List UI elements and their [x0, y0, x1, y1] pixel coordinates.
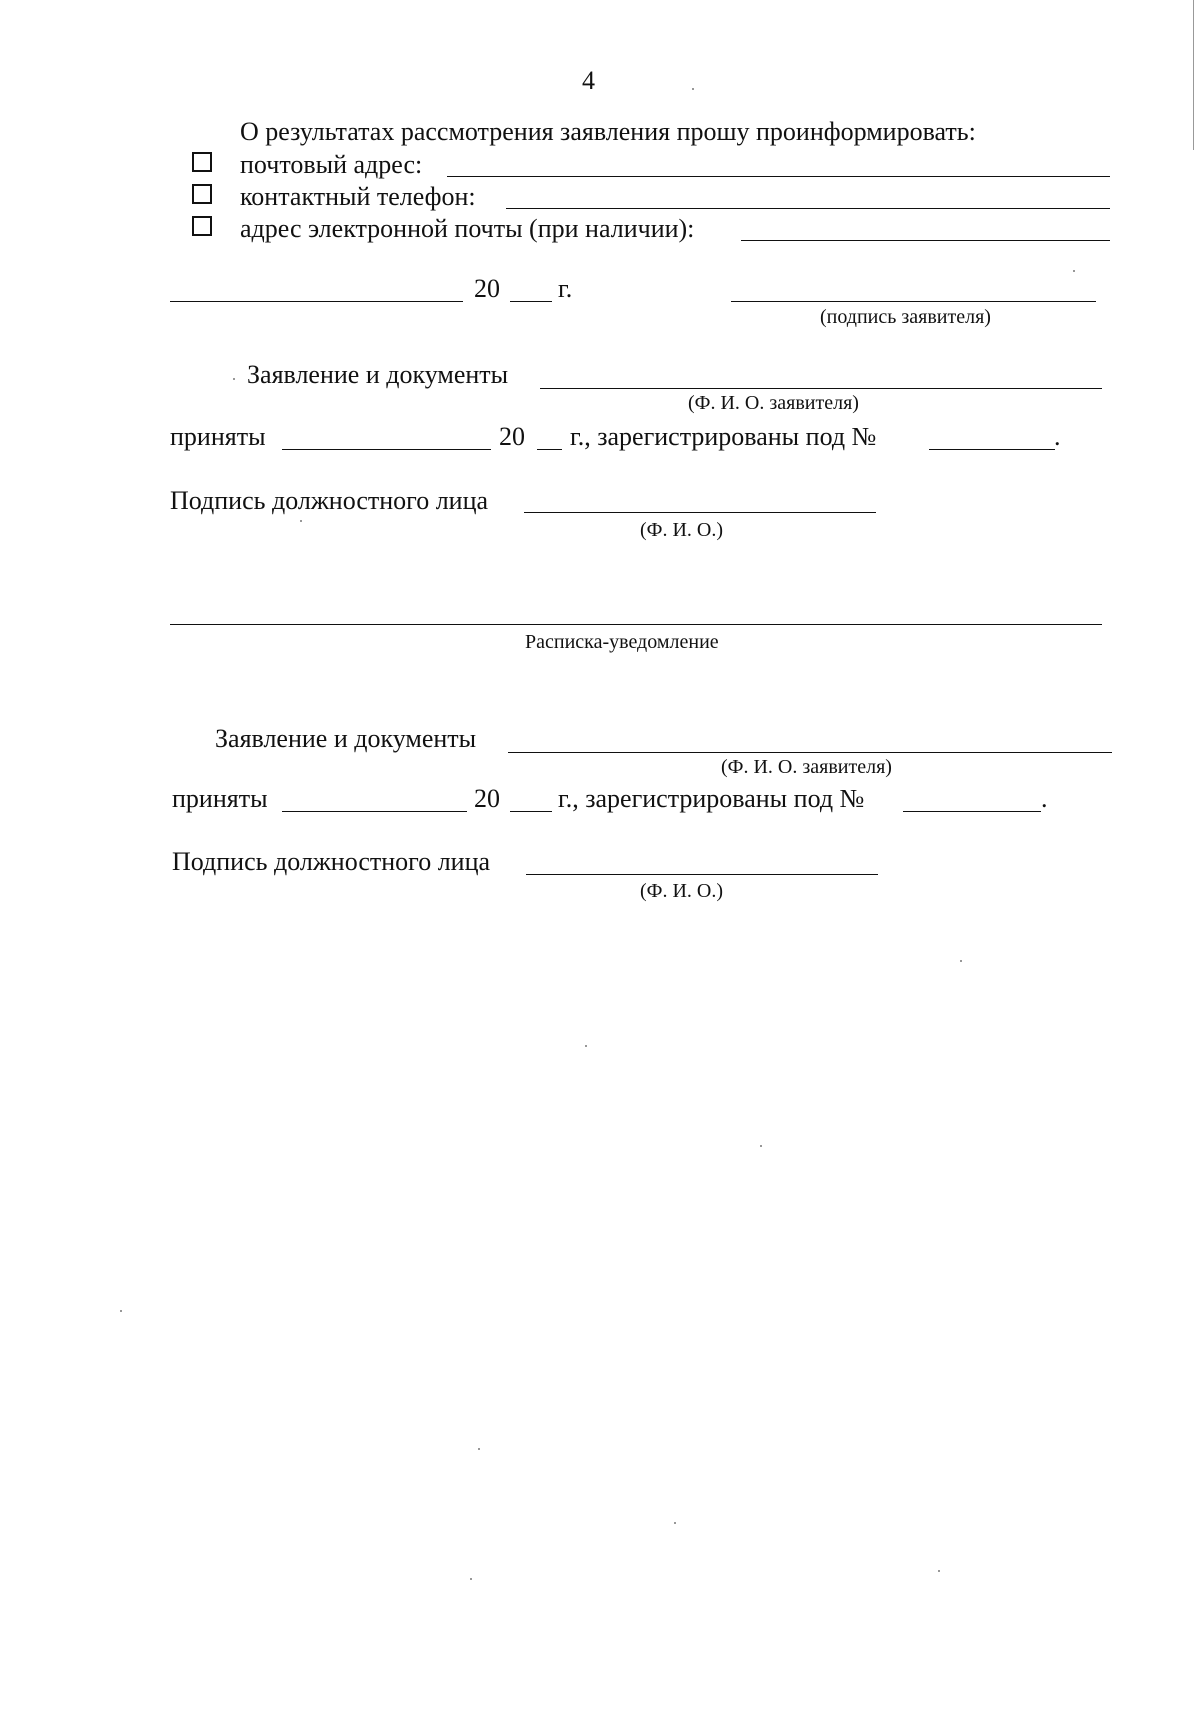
acceptance-period: .	[1054, 422, 1061, 451]
acceptance-date-field[interactable]	[282, 449, 491, 450]
acceptance-year-field[interactable]	[537, 449, 562, 450]
applicant-signature-caption: (подпись заявителя)	[820, 306, 991, 328]
receipt-official-fio-caption: (Ф. И. О.)	[640, 880, 724, 902]
scan-speck	[960, 960, 962, 962]
scan-speck	[300, 520, 302, 522]
receipt-year-prefix: 20	[474, 784, 500, 813]
checkbox-email[interactable]	[192, 216, 212, 236]
date-year-suffix: г.	[558, 274, 573, 303]
receipt-docs-label: Заявление и документы	[215, 724, 477, 753]
receipt-registered-text: г., зарегистрированы под №	[558, 784, 865, 813]
checkbox-contact-phone[interactable]	[192, 184, 212, 204]
acceptance-docs-label: Заявление и документы	[247, 360, 509, 389]
scan-speck	[938, 1570, 940, 1572]
receipt-official-signature-field[interactable]	[526, 874, 878, 875]
acceptance-official-fio-caption: (Ф. И. О.)	[640, 519, 724, 541]
page-number: 4	[582, 66, 595, 95]
date-year-field[interactable]	[510, 301, 552, 302]
receipt-accepted-label: приняты	[172, 784, 268, 813]
acceptance-applicant-fio-caption: (Ф. И. О. заявителя)	[688, 392, 859, 414]
acceptance-applicant-fio-field[interactable]	[540, 388, 1102, 389]
scan-speck	[760, 1145, 762, 1147]
scan-speck	[478, 1448, 480, 1450]
inform-intro: О результатах рассмотрения заявления прошу проинформировать:	[240, 117, 976, 146]
receipt-applicant-fio-caption: (Ф. И. О. заявителя)	[721, 756, 892, 778]
receipt-official-signature-label: Подпись должностного лица	[172, 847, 491, 876]
applicant-signature-field[interactable]	[731, 301, 1096, 302]
receipt-period: .	[1041, 784, 1048, 813]
receipt-year-field[interactable]	[510, 811, 552, 812]
scan-speck	[120, 1310, 122, 1312]
acceptance-official-signature-field[interactable]	[524, 512, 876, 513]
scan-speck	[470, 1578, 472, 1580]
postal-address-field[interactable]	[447, 176, 1110, 177]
checkbox-postal-address[interactable]	[192, 152, 212, 172]
contact-phone-field[interactable]	[506, 208, 1110, 209]
receipt-title: Расписка-уведомление	[525, 631, 719, 653]
scan-speck	[674, 1522, 676, 1524]
date-day-month-field[interactable]	[170, 301, 463, 302]
email-field[interactable]	[741, 240, 1110, 241]
acceptance-accepted-label: приняты	[170, 422, 266, 451]
receipt-registration-number-field[interactable]	[903, 811, 1041, 812]
receipt-divider	[170, 624, 1102, 625]
scan-speck	[233, 378, 235, 380]
acceptance-official-signature-label: Подпись должностного лица	[170, 486, 489, 515]
option-postal-address-label: почтовый адрес:	[240, 150, 423, 179]
scan-edge	[1193, 0, 1194, 150]
acceptance-registration-number-field[interactable]	[929, 449, 1055, 450]
receipt-date-field[interactable]	[282, 811, 467, 812]
receipt-applicant-fio-field[interactable]	[508, 752, 1112, 753]
acceptance-registered-text: г., зарегистрированы под №	[570, 422, 877, 451]
option-contact-phone-label: контактный телефон:	[240, 182, 476, 211]
scan-speck	[585, 1045, 587, 1047]
scan-speck	[1073, 270, 1075, 272]
acceptance-year-prefix: 20	[499, 422, 525, 451]
option-email-label: адрес электронной почты (при наличии):	[240, 214, 695, 243]
scan-speck	[692, 88, 694, 90]
date-year-prefix: 20	[474, 274, 500, 303]
